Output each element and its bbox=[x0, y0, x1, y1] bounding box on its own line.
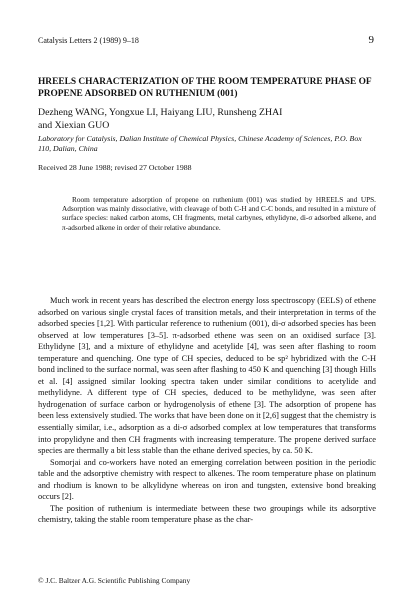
body-paragraph-1: Much work in recent years has described the electron energy loss spectroscopy (EELS) of ethene adsorbed on various single crystal faces of transition metals, and their interpretation in terms of the adsorbed species [1,2]. With particular reference to ruthenium (001), di-σ adsorbed species has been observed at low temperatures [3–5]. π-adsorbed ethene was seen on an oxidised surface [3]. Ethylidyne [3], and a mixture of ethylidyne and acetylide [4], was seen after flashing to room temperature and quenching. One type of CH species, deduced to be sp² hybridized with the C-H bond inclined to the surface normal, was seen after flashing to 450 K and quenching [3] though Hills et al. [4] assigned similar looking spectra taken under similar conditions to acetylide and methylidyne. A different type of CH species, deduced to be methylidyne, was seen after hydrogenation of surface carbon or hydrogenolysis of ethene [3]. The adsorption of propene has been less extensively studied. The works that have been done on it [2,6] suggest that the chemistry is essentially similar, i.e., adsorption as a di-σ adsorbed complex at low temperatures that transforms into propylidyne and then CH fragments with increasing temperature. The propene derived surface species are thermally a bit less stable than the ethane derived species, by ca. 50 K. bbox=[38, 296, 376, 456]
received-dates: Received 28 June 1988; revised 27 October 1988 bbox=[38, 163, 192, 172]
copyright-notice: © J.C. Baltzer A.G. Scientific Publishing Company bbox=[38, 576, 191, 585]
author-line-2: and Xiexian GUO bbox=[38, 119, 110, 131]
journal-citation: Catalysis Letters 2 (1989) 9–18 bbox=[38, 36, 139, 45]
body-text bbox=[38, 295, 376, 526]
page-number: 9 bbox=[368, 34, 374, 46]
body-paragraph-2: Somorjai and co-workers have noted an emerging correlation between position in the periodic table and the adsorptive chemistry with respect to alkenes. The room temperature phase on platinum and rhodium is known to be alkylidyne whereas on iron and tungsten, extensive bond breaking occurs [2]. bbox=[38, 457, 376, 502]
abstract: Room temperature adsorption of propene on ruthenium (001) was studied by HREELS and UPS. Adsorption was mainly dissociative, with cleavage of both C-H and C-C bonds, and resulted in a mixture of surface species: naked carbon atoms, CH fragments, metal carbynes, ethylidyne, di-σ adsorbed alkene, and π-adsorbed alkene in order of their relative abundance. bbox=[62, 196, 376, 232]
body-paragraph-3: The position of ruthenium is intermediate between these two groupings while its adsorptive chemistry, taking the stable room temperature phase as the char- bbox=[38, 503, 376, 525]
author-line-1: Dezheng WANG, Yongxue LI, Haiyang LIU, Runsheng ZHAI bbox=[38, 107, 283, 118]
affiliation: Laboratory for Catalysis, Dalian Institute of Chemical Physics, Chinese Academy of Sciences, P.O. Box 110, Dalian, China bbox=[38, 134, 362, 153]
running-head bbox=[38, 34, 374, 46]
author-list bbox=[38, 107, 376, 132]
article-title: HREELS CHARACTERIZATION OF THE ROOM TEMPERATURE PHASE OF PROPENE ADSORBED ON RUTHENIUM (001) bbox=[38, 77, 372, 99]
